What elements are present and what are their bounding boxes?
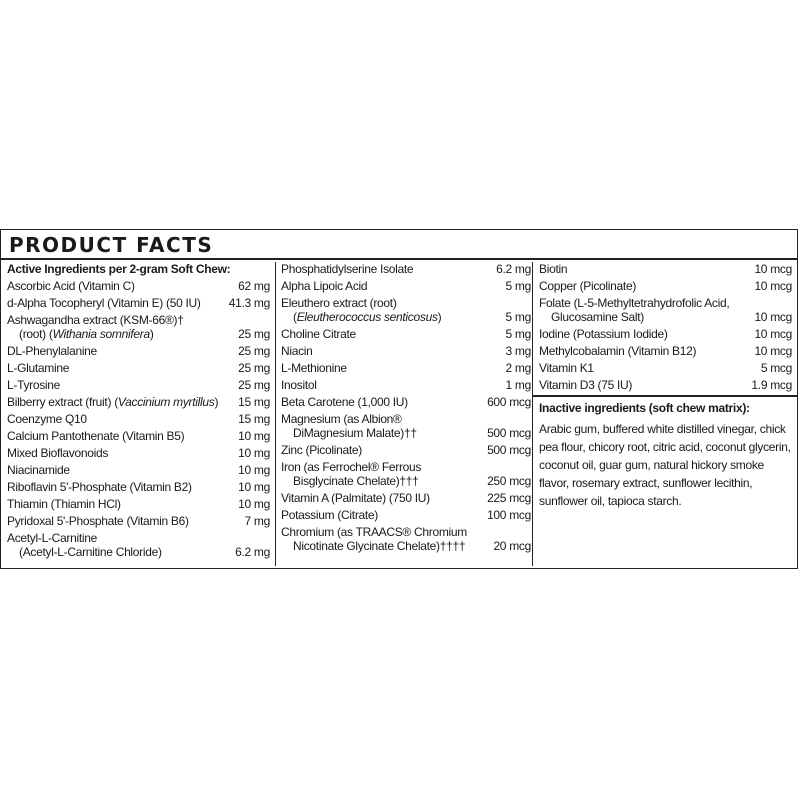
ingredient-label: Biotin	[539, 262, 568, 276]
ingredient-amount: 10 mcg	[754, 262, 792, 276]
ingredient-row	[539, 378, 792, 392]
ingredient-row	[7, 361, 270, 375]
ingredient-label: L-Tyrosine	[7, 378, 61, 392]
ingredient-subline-text: (Acetyl-L-Carnitine Chloride)	[19, 545, 162, 559]
ingredient-amount: 10 mcg	[754, 310, 792, 324]
ingredient-row	[7, 446, 270, 460]
ingredient-amount: 25 mg	[238, 378, 270, 392]
ingredient-name	[281, 361, 506, 375]
ingredient-row	[7, 429, 270, 443]
inactive-ingredients-section	[533, 395, 798, 510]
ingredient-latin-name: Eleutherococcus senticosus	[296, 310, 438, 324]
ingredient-amount: 7 mg	[244, 514, 270, 528]
ingredient-name	[281, 296, 506, 324]
ingredient-name	[281, 262, 496, 276]
ingredient-label: Phosphatidylserine Isolate	[281, 262, 414, 276]
ingredient-row	[281, 378, 531, 392]
ingredient-row	[281, 327, 531, 341]
ingredient-amount: 20 mcg	[493, 539, 531, 553]
ingredient-row	[7, 412, 270, 426]
inactive-ingredients-text: Arabic gum, buffered white distilled vinegar, chick pea flour, chicory root, citric acid, coconut glycerin, coconut oil, guar gum, natural hickory smoke flavor, rosemary extract, sunflower lecithin, sunflower oil, tapioca starch.	[539, 422, 791, 508]
ingredient-row	[7, 395, 270, 409]
ingredient-label: Iron (as Ferrochel® Ferrous	[281, 460, 422, 474]
ingredient-row	[7, 279, 270, 293]
ingredient-name	[7, 446, 238, 460]
ingredient-row	[281, 508, 531, 522]
ingredient-amount: 41.3 mg	[228, 296, 270, 310]
ingredient-label: Vitamin A (Palmitate) (750 IU)	[281, 491, 430, 505]
ingredient-amount: 500 mcg	[487, 426, 531, 440]
ingredient-row	[7, 344, 270, 358]
ingredient-row	[281, 460, 531, 488]
ingredient-label: Coenzyme Q10	[7, 412, 87, 426]
ingredient-amount: 3 mg	[505, 344, 531, 358]
ingredient-label: d-Alpha Tocopheryl (Vitamin E) (50 IU)	[7, 296, 201, 310]
ingredient-subline: (root) (Withania somnifera)	[19, 327, 154, 341]
ingredient-amount: 10 mg	[238, 429, 270, 443]
ingredient-name	[7, 378, 238, 392]
ingredient-latin-name: Vaccinium myrtillus	[117, 395, 215, 409]
ingredient-row	[539, 296, 792, 324]
ingredient-amount: 2 mg	[505, 361, 531, 375]
ingredient-subline: (Eleutherococcus senticosus)	[293, 310, 442, 324]
ingredient-row	[539, 279, 792, 293]
ingredient-name	[7, 344, 238, 358]
ingredient-name	[7, 361, 238, 375]
ingredient-label: Ashwagandha extract (KSM-66®)†	[7, 313, 184, 327]
ingredient-row	[539, 262, 792, 276]
ingredient-row	[7, 378, 270, 392]
ingredient-row	[7, 514, 270, 528]
ingredient-name	[281, 395, 487, 409]
ingredient-subline-text: Nicotinate Glycinate Chelate)††††	[293, 539, 466, 553]
ingredient-name	[7, 279, 238, 293]
ingredient-amount: 25 mg	[238, 344, 270, 358]
ingredient-amount: 6.2 mg	[235, 545, 270, 559]
ingredient-name	[7, 313, 238, 341]
ingredient-subline	[539, 310, 750, 324]
ingredient-name	[281, 460, 487, 488]
ingredient-amount: 10 mcg	[754, 327, 792, 341]
ingredient-name	[539, 296, 754, 324]
ingredient-row	[7, 480, 270, 494]
ingredient-name	[539, 327, 754, 341]
ingredient-amount: 10 mg	[238, 446, 270, 460]
ingredient-label: Potassium (Citrate)	[281, 508, 378, 522]
ingredient-amount: 10 mg	[238, 480, 270, 494]
ingredient-name	[7, 497, 238, 511]
ingredient-amount: 10 mcg	[754, 344, 792, 358]
ingredient-latin-name: Withania somnifera	[52, 327, 150, 341]
ingredient-label: Iodine (Potassium Iodide)	[539, 327, 668, 341]
ingredient-name	[7, 480, 238, 494]
ingredient-label: Alpha Lipoic Acid	[281, 279, 368, 293]
ingredient-amount: 600 mcg	[487, 395, 531, 409]
ingredient-subline	[281, 474, 483, 488]
ingredient-subline	[7, 545, 231, 559]
ingredient-amount: 500 mcg	[487, 443, 531, 457]
ingredient-label: Acetyl-L-Carnitine	[7, 531, 97, 545]
ingredient-subline	[281, 426, 483, 440]
ingredient-label: Choline Citrate	[281, 327, 356, 341]
ingredient-name	[7, 296, 229, 310]
ingredient-amount: 225 mcg	[487, 491, 531, 505]
ingredient-row	[539, 327, 792, 341]
ingredient-name	[281, 279, 506, 293]
column-3	[532, 262, 792, 566]
ingredient-row	[7, 296, 270, 310]
ingredient-name	[7, 463, 238, 477]
ingredient-amount: 15 mg	[238, 395, 270, 409]
product-facts-panel	[0, 229, 798, 569]
ingredient-label: Folate (L-5-Methyltetrahydrofolic Acid,	[539, 296, 730, 310]
ingredient-row	[281, 262, 531, 276]
ingredient-subline-text: Glucosamine Salt)	[551, 310, 644, 324]
ingredient-amount: 100 mcg	[487, 508, 531, 522]
ingredient-amount: 1.9 mcg	[751, 378, 792, 392]
inactive-ingredients-header: Inactive ingredients (soft chew matrix):	[539, 401, 750, 415]
ingredient-label: Methylcobalamin (Vitamin B12)	[539, 344, 697, 358]
ingredient-label: L-Glutamine	[7, 361, 70, 375]
ingredient-name	[281, 412, 487, 440]
ingredient-amount: 5 mg	[505, 279, 531, 293]
ingredient-amount: 10 mg	[238, 497, 270, 511]
ingredient-label: Ascorbic Acid (Vitamin C)	[7, 279, 135, 293]
ingredient-subline-text: Bisglycinate Chelate)†††	[293, 474, 419, 488]
ingredient-name	[281, 378, 506, 392]
ingredient-row	[281, 361, 531, 375]
ingredient-label: Niacin	[281, 344, 313, 358]
ingredient-name	[281, 525, 493, 553]
ingredient-label: L-Methionine	[281, 361, 347, 375]
ingredient-row	[7, 531, 270, 559]
ingredient-label: Pyridoxal 5'-Phosphate (Vitamin B6)	[7, 514, 189, 528]
ingredient-name	[539, 361, 761, 375]
panel-title: PRODUCT FACTS	[9, 233, 214, 257]
column-1	[7, 262, 270, 566]
ingredient-name	[539, 344, 754, 358]
ingredient-row	[281, 296, 531, 324]
ingredient-amount: 62 mg	[238, 279, 270, 293]
ingredient-row	[7, 313, 270, 341]
ingredient-amount: 6.2 mg	[496, 262, 531, 276]
ingredient-name: Bilberry extract (fruit) (Vaccinium myrtillus)	[7, 395, 219, 409]
ingredient-row	[281, 443, 531, 457]
ingredient-label: Magnesium (as Albion®	[281, 412, 402, 426]
ingredient-name	[281, 344, 506, 358]
ingredient-row	[281, 491, 531, 505]
ingredient-name	[539, 279, 754, 293]
ingredient-label: Thiamin (Thiamin HCl)	[7, 497, 121, 511]
ingredient-amount: 25 mg	[238, 327, 270, 341]
ingredient-name	[7, 514, 245, 528]
ingredient-label: Zinc (Picolinate)	[281, 443, 362, 457]
ingredient-label: Riboflavin 5'-Phosphate (Vitamin B2)	[7, 480, 192, 494]
ingredient-amount: 10 mcg	[754, 279, 792, 293]
ingredient-label: DL-Phenylalanine	[7, 344, 97, 358]
ingredient-amount: 1 mg	[505, 378, 531, 392]
ingredient-label: Niacinamide	[7, 463, 70, 477]
ingredient-amount: 250 mcg	[487, 474, 531, 488]
ingredient-row	[539, 361, 792, 375]
ingredient-row	[281, 525, 531, 553]
ingredient-name	[7, 429, 238, 443]
ingredient-name	[281, 443, 487, 457]
ingredient-label: Eleuthero extract (root)	[281, 296, 397, 310]
ingredient-name	[539, 262, 754, 276]
ingredient-label: Bilberry extract (fruit)	[7, 395, 112, 409]
ingredient-name	[539, 378, 751, 392]
ingredient-amount: 5 mg	[505, 327, 531, 341]
ingredient-label: Vitamin K1	[539, 361, 594, 375]
ingredient-name	[7, 412, 238, 426]
ingredient-row	[7, 497, 270, 511]
ingredient-label: Beta Carotene (1,000 IU)	[281, 395, 408, 409]
ingredient-amount: 5 mg	[505, 310, 531, 324]
ingredient-row	[539, 344, 792, 358]
ingredient-amount: 10 mg	[238, 463, 270, 477]
active-ingredients-header: Active Ingredients per 2-gram Soft Chew:	[7, 262, 231, 276]
ingredient-subline-text: DiMagnesium Malate)††	[293, 426, 417, 440]
ingredient-name	[281, 508, 487, 522]
ingredient-amount: 15 mg	[238, 412, 270, 426]
ingredient-label: Copper (Picolinate)	[539, 279, 637, 293]
ingredient-subline	[281, 539, 489, 553]
ingredient-name	[281, 491, 487, 505]
ingredient-name	[281, 327, 506, 341]
ingredient-amount: 25 mg	[238, 361, 270, 375]
ingredient-label: Vitamin D3 (75 IU)	[539, 378, 633, 392]
ingredient-label: Mixed Bioflavonoids	[7, 446, 109, 460]
ingredient-name	[7, 531, 235, 559]
ingredient-row	[281, 395, 531, 409]
ingredient-subline-text: (root)	[19, 327, 46, 341]
ingredient-label: Chromium (as TRAACS® Chromium	[281, 525, 467, 539]
ingredient-amount: 5 mcg	[760, 361, 792, 375]
ingredient-label: Inositol	[281, 378, 317, 392]
title-divider	[1, 258, 797, 260]
ingredient-row	[281, 412, 531, 440]
ingredient-row	[281, 279, 531, 293]
ingredient-label: Calcium Pantothenate (Vitamin B5)	[7, 429, 185, 443]
ingredient-row	[281, 344, 531, 358]
ingredient-row	[7, 463, 270, 477]
column-2	[275, 262, 531, 566]
